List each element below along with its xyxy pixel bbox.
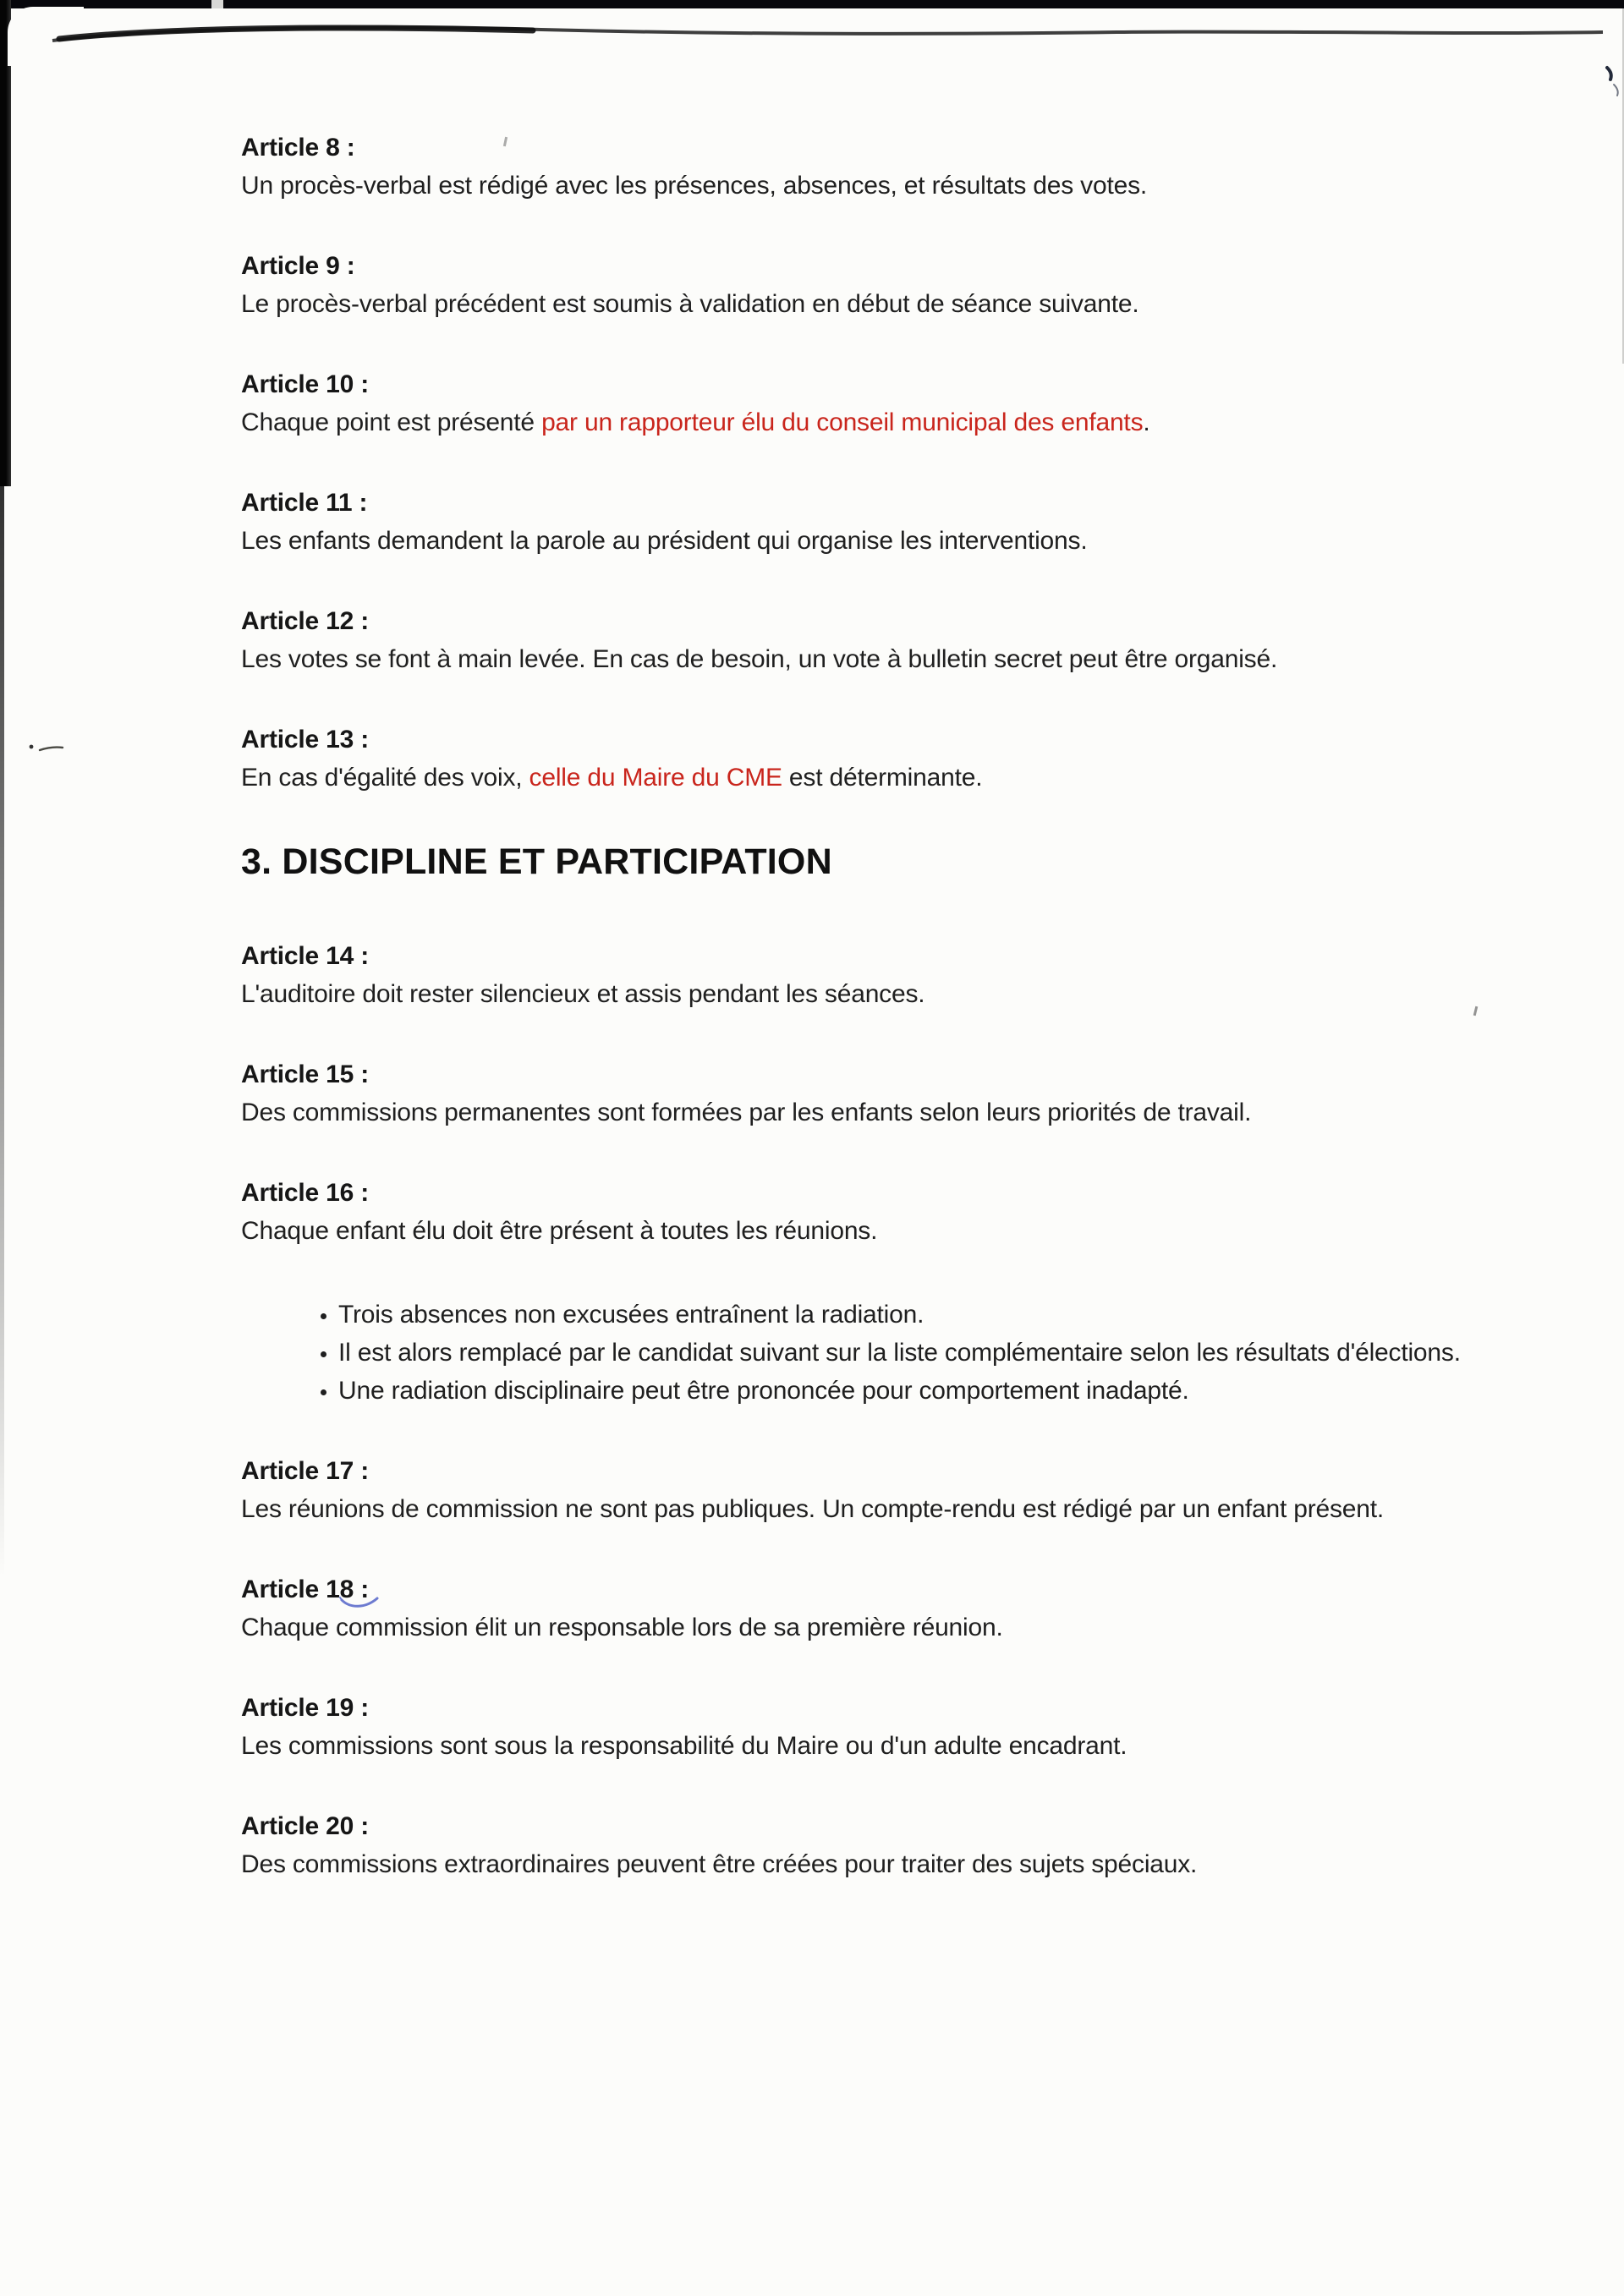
article-19: [241, 1689, 1624, 1765]
article-19-title: Article 19 :: [241, 1694, 369, 1722]
article-19-body: Les commissions sont sous la responsabilité du Maire ou d'un adulte encadrant.: [241, 1732, 1127, 1760]
article-13-body: [241, 759, 1476, 797]
article-17-title: Article 17 :: [241, 1457, 369, 1485]
article-9: [241, 247, 1624, 323]
article-13-body-red-segment: celle du Maire du CME: [529, 764, 782, 792]
section-3-heading: 3. DISCIPLINE ET PARTICIPATION: [241, 841, 832, 882]
article-14-body: L'auditoire doit rester silencieux et assis pendant les séances.: [241, 980, 925, 1008]
bullet-item: • Une radiation disciplinaire peut être prononcée pour comportement inadapté.: [338, 1372, 1472, 1410]
article-12-title: Article 12 :: [241, 607, 369, 635]
article-10: [241, 365, 1624, 441]
article-18-title: Article 18 :: [241, 1575, 369, 1603]
pen-annotation-squiggle: [339, 1596, 381, 1613]
article-11: [241, 484, 1624, 560]
article-12-body: Les votes se font à main levée. En cas de besoin, un vote à bulletin secret peut être organisé.: [241, 645, 1278, 673]
article-13-body-suffix: est déterminante.: [782, 764, 983, 792]
article-8-title: Article 8 :: [241, 134, 355, 162]
article-18-body: Chaque commission élit un responsable lors de sa première réunion.: [241, 1614, 1003, 1641]
article-16: [241, 1174, 1624, 1410]
article-15-body: Des commissions permanentes sont formées par les enfants selon leurs priorités de travail.: [241, 1099, 1252, 1126]
article-16-bullet-list: [241, 1296, 1472, 1410]
article-11-title: Article 11 :: [241, 489, 368, 517]
article-9-title: Article 9 :: [241, 252, 355, 280]
bullet-item: • Il est alors remplacé par le candidat suivant sur la liste complémentaire selon les résultats d'élections.: [338, 1334, 1472, 1372]
article-10-body-red-segment: par un rapporteur élu du conseil municipal des enfants: [541, 408, 1144, 436]
article-10-body-prefix: Chaque point est présenté: [241, 408, 542, 436]
article-15-title: Article 15 :: [241, 1060, 369, 1088]
article-13-body-prefix: En cas d'égalité des voix,: [241, 764, 529, 792]
article-16-body: Chaque enfant élu doit être présent à toutes les réunions.: [241, 1217, 878, 1245]
article-16-title: Article 16 :: [241, 1179, 369, 1207]
article-14: [241, 937, 1624, 1013]
bullet-item: • Trois absences non excusées entraînent la radiation.: [338, 1296, 1472, 1334]
article-20: [241, 1807, 1624, 1883]
article-10-body: [241, 403, 1476, 441]
article-20-body: Des commissions extraordinaires peuvent être créées pour traiter des sujets spéciaux.: [241, 1850, 1198, 1878]
article-9-body: Le procès-verbal précédent est soumis à validation en début de séance suivante.: [241, 290, 1139, 318]
article-20-title: Article 20 :: [241, 1812, 369, 1840]
article-15: [241, 1055, 1624, 1132]
article-17-body: Les réunions de commission ne sont pas publiques. Un compte-rendu est rédigé par un enfant présent.: [241, 1495, 1385, 1523]
article-8-body: Un procès-verbal est rédigé avec les présences, absences, et résultats des votes.: [241, 172, 1148, 200]
article-11-body: Les enfants demandent la parole au président qui organise les interventions.: [241, 527, 1088, 555]
article-13: [241, 721, 1624, 797]
article-12: [241, 602, 1624, 678]
article-17: [241, 1452, 1624, 1528]
article-13-title: Article 13 :: [241, 726, 369, 753]
article-10-body-suffix: .: [1143, 408, 1150, 436]
article-10-title: Article 10 :: [241, 370, 369, 398]
article-18: [241, 1570, 1624, 1647]
article-14-title: Article 14 :: [241, 942, 369, 970]
article-8: [241, 129, 1624, 205]
